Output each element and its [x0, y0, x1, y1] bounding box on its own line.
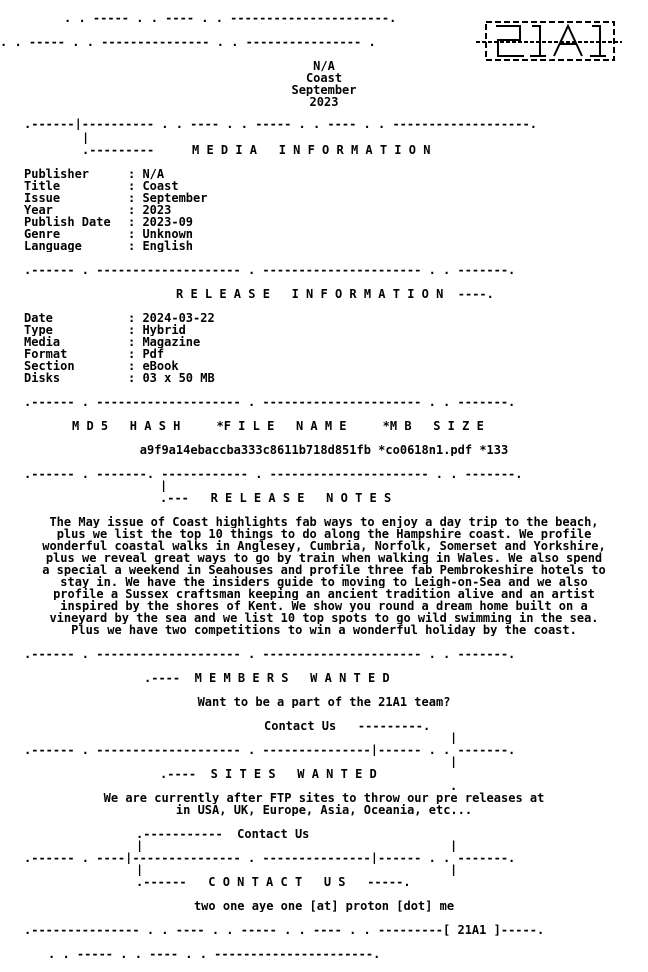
divider-stub: |	[136, 864, 144, 876]
release-row-label: Disks	[24, 372, 61, 384]
divider-stub: |	[450, 840, 458, 852]
notes-line: wonderful coastal walks in Anglesey, Cumbria, Norfolk, Somerset and Yorkshire,	[42, 540, 606, 552]
logo-text: 21A1	[549, 60, 552, 61]
media-row-value: : September	[128, 192, 208, 204]
release-row-value: : Pdf	[128, 348, 165, 360]
release-row-label: Date	[24, 312, 53, 324]
hash-header: M D 5 H A S H *F I L E N A M E *M B S I Z E	[72, 420, 484, 432]
footer-rule: .--------------- . . ---- . . ----- . . ---- . . ---------[ 21A1 ]-----.	[24, 924, 545, 936]
media-row-label: Title	[24, 180, 61, 192]
notes-line: plus we list the top 10 things to do along the Hampshire coast. We profile	[56, 528, 592, 540]
release-row-label: Media	[24, 336, 61, 348]
release-row-label: Section	[24, 360, 75, 372]
title-name: Coast	[305, 72, 343, 84]
divider: .------ . -------. ------------ . ---------------------- . . -------.	[24, 468, 523, 480]
media-row-value: : Unknown	[128, 228, 194, 240]
release-row-value: : 2024-03-22	[128, 312, 215, 324]
notes-line: vineyard by the sea and we list 10 top spots to go wild swimming in the sea.	[49, 612, 599, 624]
divider-stub: |	[450, 756, 458, 768]
release-row-value: : 03 x 50 MB	[128, 372, 215, 384]
divider-stub: |	[160, 480, 168, 492]
members-header: .---- M E M B E R S W A N T E D	[144, 672, 390, 684]
sites-line: We are currently after FTP sites to throw our pre releases at	[103, 792, 545, 804]
sites-line: in USA, UK, Europe, Asia, Oceania, etc...	[175, 804, 473, 816]
release-row-value: : Magazine	[128, 336, 201, 348]
divider: .------|---------- . . ---- . . ----- . . ---- . . -------------------.	[24, 118, 537, 130]
notes-header: .--- R E L E A S E N O T E S	[160, 492, 392, 504]
divider-stub: |	[136, 840, 144, 852]
members-contact: Contact Us ---------.	[264, 720, 431, 732]
divider: .------ . -------------------- . ---------------------- . . -------.	[24, 264, 516, 276]
media-row-label: Genre	[24, 228, 61, 240]
notes-line: a special a weekend in Seahouses and profile three fab Pembrokeshire hotels to	[42, 564, 606, 576]
divider: .------ . -------------------- . ---------------------- . . -------.	[24, 648, 516, 660]
media-row-label: Publisher	[24, 168, 90, 180]
title-issue: September	[291, 84, 357, 96]
title-year: 2023	[309, 96, 339, 108]
contact-header: .------ C O N T A C T U S -----.	[136, 876, 411, 888]
notes-line: profile a Sussex craftsman keeping an ancient tradition alive and an artist	[53, 588, 595, 600]
release-header: R E L E A S E I N F O R M A T I O N ----.	[176, 288, 494, 300]
members-line: Want to be a part of the 21A1 team?	[197, 696, 451, 708]
notes-line: The May issue of Coast highlights fab ways to enjoy a day trip to the beach,	[49, 516, 599, 528]
media-row-label: Language	[24, 240, 82, 252]
media-row-label: Publish Date	[24, 216, 111, 228]
group-logo	[474, 18, 624, 62]
media-row-value: : 2023-09	[128, 216, 194, 228]
divider: .------ . -------------------- . ---------------|------ . . -------.	[24, 744, 516, 756]
bottom-deco-line: . . ----- . . ---- . . ----------------------.	[48, 948, 381, 960]
media-row-value: : English	[128, 240, 194, 252]
title-publisher: N/A	[313, 60, 335, 72]
notes-line: inspired by the shores of Kent. We show you round a dream home built on a	[60, 600, 588, 612]
release-row-value: : Hybrid	[128, 324, 186, 336]
sites-header: .---- S I T E S W A N T E D	[160, 768, 377, 780]
sites-contact: .----------- Contact Us	[136, 828, 310, 840]
footer-tag: 21A1	[457, 924, 487, 936]
media-row-label: Year	[24, 204, 53, 216]
sites-contact-link: Contact Us	[237, 828, 310, 840]
media-row-value: : 2023	[128, 204, 172, 216]
divider: .------ . -------------------- . ---------------------- . . -------.	[24, 396, 516, 408]
notes-line: plus we reveal great ways to go by train when walking in Wales. We also spend	[45, 552, 603, 564]
media-header: M E D I A I N F O R M A T I O N	[192, 144, 431, 156]
release-row-label: Type	[24, 324, 53, 336]
release-row-label: Format	[24, 348, 68, 360]
top-deco-line: . . ----- . . ---- . . ----------------------.	[64, 12, 397, 24]
divider-stub: |	[450, 732, 458, 744]
media-row-value: : Coast	[128, 180, 179, 192]
hash-line: a9f9a14ebaccba333c8611b718d851fb *co0618n1.pdf *133	[139, 444, 509, 456]
media-row-label: Issue	[24, 192, 61, 204]
divider-stub: |	[450, 864, 458, 876]
divider: .------ . ----|--------------- . ---------------|------ . . -------.	[24, 852, 516, 864]
media-header-deco: .---------	[82, 144, 155, 156]
contact-line: two one aye one [at] proton [dot] me	[193, 900, 455, 912]
divider-stub: .	[450, 780, 458, 792]
notes-line: stay in. We have the insiders guide to moving to Leigh-on-Sea and we also	[60, 576, 588, 588]
divider-stub: |	[82, 132, 90, 144]
notes-line: Plus we have two competitions to win a wonderful holiday by the coast.	[71, 624, 577, 636]
members-contact-link: Contact Us	[264, 720, 337, 732]
top-rule: . . ----- . . --------------- . . ---------------- .	[0, 36, 376, 48]
release-row-value: : eBook	[128, 360, 179, 372]
media-row-value: : N/A	[128, 168, 165, 180]
